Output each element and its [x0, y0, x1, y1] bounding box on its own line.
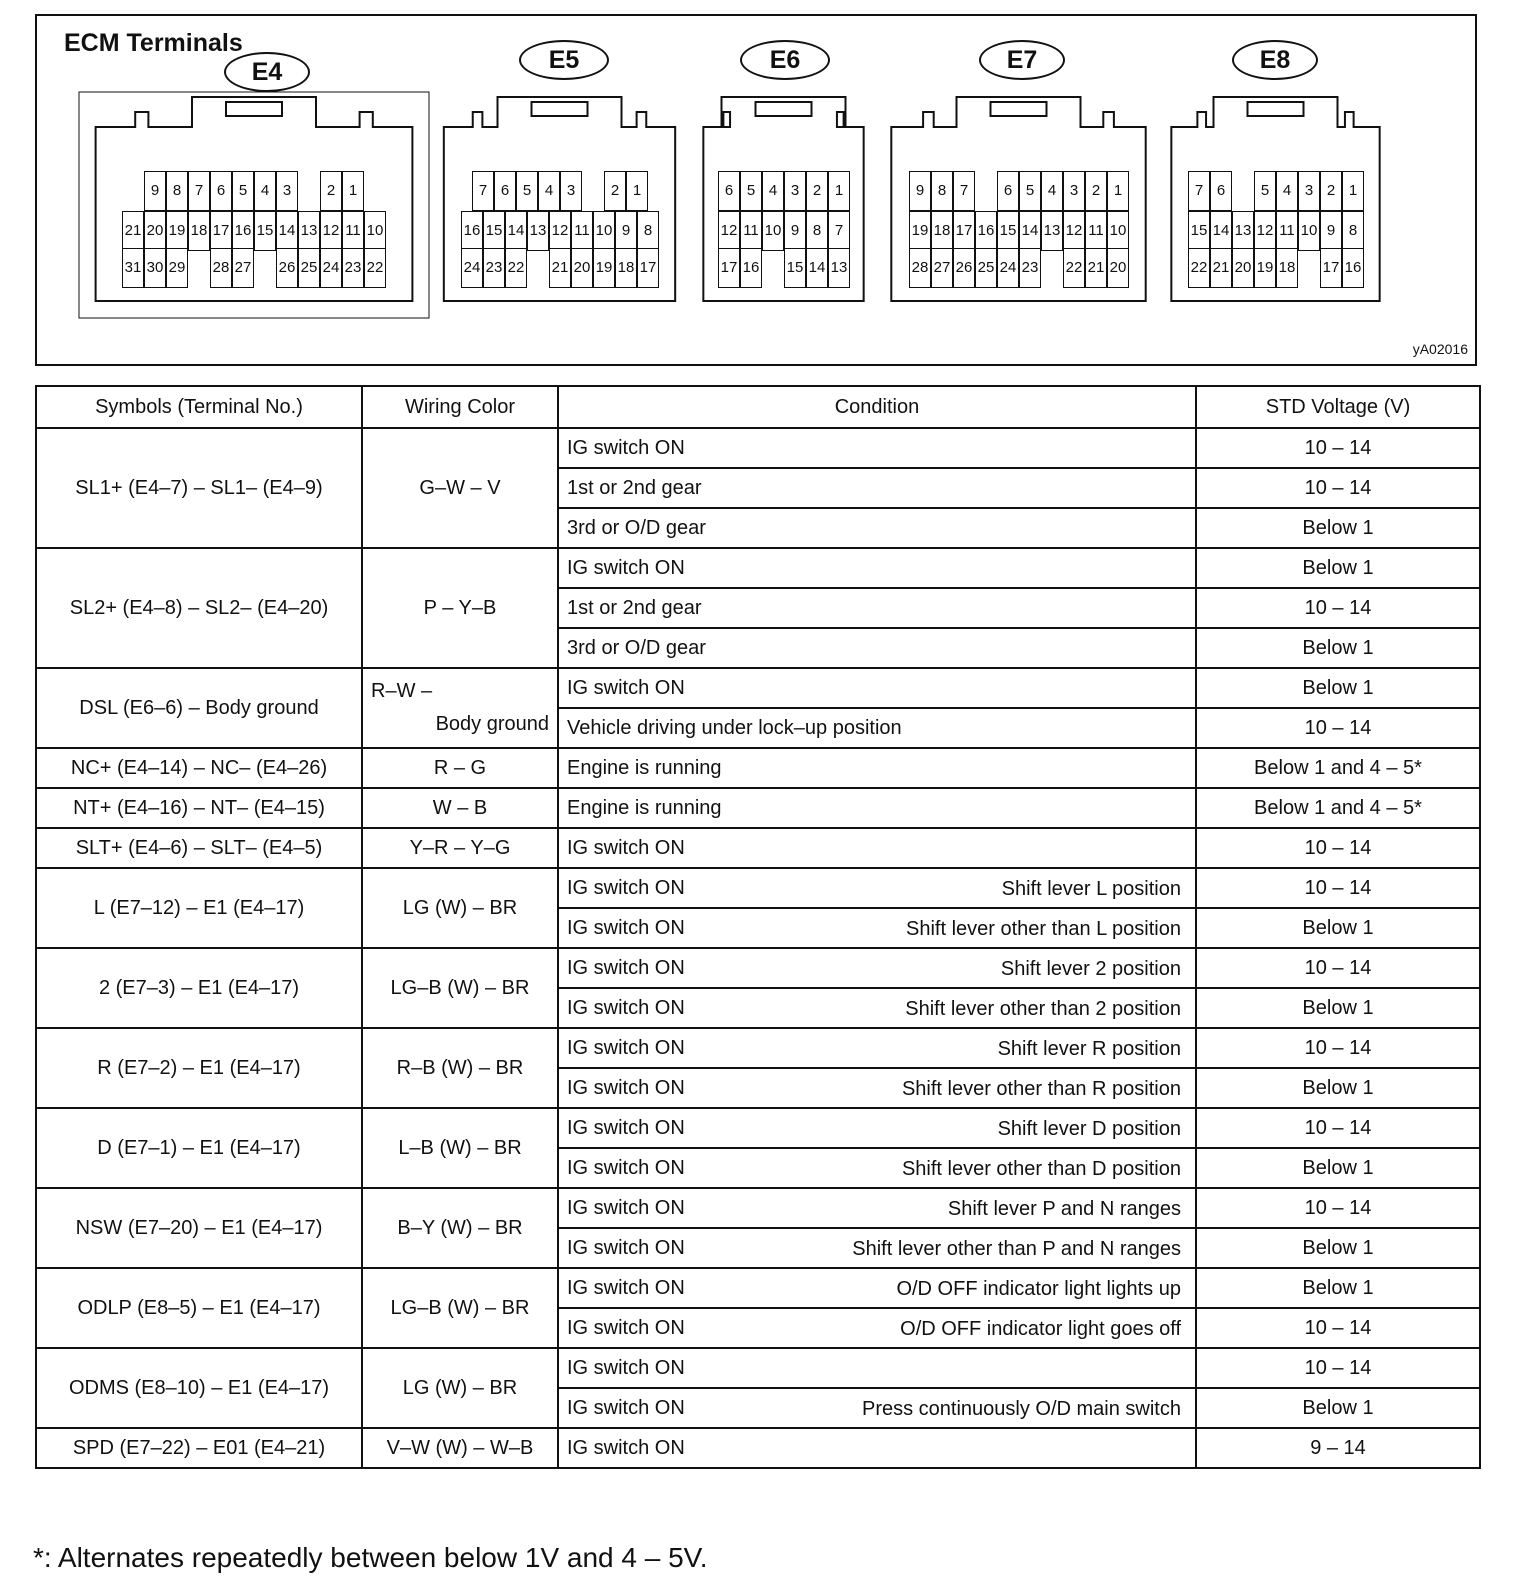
terminal-pin: 20	[1232, 248, 1254, 288]
terminal-pin: 20	[571, 248, 593, 288]
terminal-pin: 15	[997, 211, 1019, 251]
terminal-pin: 3	[784, 171, 806, 211]
condition-cell	[558, 1308, 1196, 1348]
terminal-pin: 21	[122, 211, 144, 251]
diagram-title: ECM Terminals	[64, 29, 243, 57]
condition-cell	[558, 948, 1196, 988]
std-voltage-cell: 10 – 14	[1196, 588, 1480, 628]
terminal-symbol-cell: ODMS (E8–10) – E1 (E4–17)	[36, 1348, 362, 1428]
connector-latch	[991, 102, 1047, 116]
condition-cell	[558, 508, 1196, 548]
terminal-pin: 18	[188, 211, 210, 251]
condition-text: IG switch ON	[567, 1356, 685, 1379]
condition-text: 3rd or O/D gear	[567, 636, 706, 659]
header-symbols: Symbols (Terminal No.)	[36, 386, 362, 428]
terminal-pin: 4	[254, 171, 276, 211]
terminal-pin: 7	[188, 171, 210, 211]
terminal-symbol-cell: L (E7–12) – E1 (E4–17)	[36, 868, 362, 948]
terminal-pin: 15	[1188, 211, 1210, 251]
terminal-pin: 22	[1188, 248, 1210, 288]
terminal-pin: 10	[364, 211, 386, 251]
wiring-color-cell: B–Y (W) – BR	[362, 1188, 558, 1268]
terminal-pin: 8	[1342, 211, 1364, 251]
std-voltage-cell: Below 1	[1196, 508, 1480, 548]
connector-label-e5: E5	[519, 40, 609, 80]
terminal-pin: 13	[1041, 211, 1063, 251]
terminal-pin: 25	[975, 248, 997, 288]
terminal-pin: 14	[276, 211, 298, 251]
std-voltage-cell: 10 – 14	[1196, 468, 1480, 508]
terminal-pin: 1	[1107, 171, 1129, 211]
terminal-pin: 21	[1085, 248, 1107, 288]
condition-cell	[558, 1268, 1196, 1308]
terminal-pin: 27	[232, 248, 254, 288]
std-voltage-cell: Below 1	[1196, 988, 1480, 1028]
std-voltage-cell: Below 1	[1196, 1268, 1480, 1308]
terminal-pin: 22	[364, 248, 386, 288]
terminal-pin: 19	[593, 248, 615, 288]
connector-latch	[756, 102, 812, 116]
condition-detail: Shift lever other than 2 position	[905, 998, 1181, 1020]
terminal-pin: 12	[718, 211, 740, 251]
terminal-pin: 15	[483, 211, 505, 251]
std-voltage-cell: Below 1	[1196, 1228, 1480, 1268]
terminal-pin: 10	[1107, 211, 1129, 251]
std-voltage-cell: Below 1	[1196, 1068, 1480, 1108]
condition-cell	[558, 788, 1196, 828]
condition-detail: Shift lever D position	[997, 1118, 1181, 1140]
terminal-pin: 18	[1276, 248, 1298, 288]
condition-text: IG switch ON	[567, 1396, 685, 1419]
terminal-pin: 24	[320, 248, 342, 288]
terminal-pin: 3	[1298, 171, 1320, 211]
terminal-pin: 31	[122, 248, 144, 288]
wiring-color-cell: LG (W) – BR	[362, 868, 558, 948]
terminal-pin: 17	[718, 248, 740, 288]
condition-cell	[558, 1108, 1196, 1148]
wiring-color-cell: R – G	[362, 748, 558, 788]
figure-id: yA02016	[1412, 341, 1468, 357]
table-row	[36, 1028, 1480, 1068]
std-voltage-cell: 10 – 14	[1196, 708, 1480, 748]
terminal-pin: 14	[505, 211, 527, 251]
terminal-pin: 8	[166, 171, 188, 211]
connector-label-e8: E8	[1232, 40, 1318, 80]
condition-cell	[558, 868, 1196, 908]
condition-cell	[558, 748, 1196, 788]
table-row	[36, 548, 1480, 588]
std-voltage-cell: 10 – 14	[1196, 1028, 1480, 1068]
terminal-pin: 25	[298, 248, 320, 288]
std-voltage-cell: Below 1 and 4 – 5*	[1196, 748, 1480, 788]
terminal-pin: 7	[472, 171, 494, 211]
terminal-pin: 6	[997, 171, 1019, 211]
terminal-pin: 12	[320, 211, 342, 251]
terminal-symbol-cell: SLT+ (E4–6) – SLT– (E4–5)	[36, 828, 362, 868]
header-std-voltage: STD Voltage (V)	[1196, 386, 1480, 428]
terminal-symbol-cell: 2 (E7–3) – E1 (E4–17)	[36, 948, 362, 1028]
wiring-color-cell: L–B (W) – BR	[362, 1108, 558, 1188]
condition-detail: Press continuously O/D main switch	[861, 1398, 1181, 1420]
condition-text: IG switch ON	[567, 1116, 685, 1139]
connector-label-e4: E4	[224, 52, 310, 92]
std-voltage-cell: 9 – 14	[1196, 1428, 1480, 1468]
terminal-symbol-cell: NC+ (E4–14) – NC– (E4–26)	[36, 748, 362, 788]
terminal-pin: 10	[1298, 211, 1320, 251]
condition-detail: Shift lever other than L position	[906, 918, 1181, 940]
terminal-pin: 8	[637, 211, 659, 251]
table-row	[36, 948, 1480, 988]
condition-text: IG switch ON	[567, 556, 685, 579]
terminal-pin: 23	[483, 248, 505, 288]
wiring-color-line-2: Body ground	[435, 713, 549, 735]
terminal-pin: 24	[461, 248, 483, 288]
terminal-pin: 4	[1276, 171, 1298, 211]
terminal-pin: 13	[527, 211, 549, 251]
condition-detail: Shift lever R position	[997, 1038, 1181, 1060]
terminal-pin: 9	[784, 211, 806, 251]
condition-detail: Shift lever L position	[1001, 878, 1181, 900]
terminal-pin: 22	[1063, 248, 1085, 288]
connector-latch	[226, 102, 282, 116]
wiring-color-cell: P – Y–B	[362, 548, 558, 668]
terminal-pin: 6	[1210, 171, 1232, 211]
terminal-pin: 23	[342, 248, 364, 288]
condition-text: IG switch ON	[567, 996, 685, 1019]
condition-text: IG switch ON	[567, 1276, 685, 1299]
condition-cell	[558, 1428, 1196, 1468]
terminal-pin: 16	[1342, 248, 1364, 288]
terminal-pin: 2	[1320, 171, 1342, 211]
terminal-pin: 14	[1210, 211, 1232, 251]
condition-cell	[558, 668, 1196, 708]
condition-cell	[558, 908, 1196, 948]
connector-latch	[1248, 102, 1304, 116]
terminal-pin: 30	[144, 248, 166, 288]
table-row	[36, 428, 1480, 468]
condition-cell	[558, 1388, 1196, 1428]
condition-text: IG switch ON	[567, 1036, 685, 1059]
terminal-pin: 11	[342, 211, 364, 251]
condition-text: Engine is running	[567, 796, 722, 819]
std-voltage-cell: Below 1	[1196, 628, 1480, 668]
terminal-symbol-cell: ODLP (E8–5) – E1 (E4–17)	[36, 1268, 362, 1348]
condition-text: IG switch ON	[567, 1316, 685, 1339]
condition-text: IG switch ON	[567, 1236, 685, 1259]
condition-cell	[558, 548, 1196, 588]
terminal-pin: 18	[615, 248, 637, 288]
header-condition: Condition	[558, 386, 1196, 428]
std-voltage-cell: 10 – 14	[1196, 428, 1480, 468]
std-voltage-cell: Below 1	[1196, 1388, 1480, 1428]
terminal-pin: 5	[1254, 171, 1276, 211]
terminal-pin: 29	[166, 248, 188, 288]
condition-detail: Shift lever other than R position	[901, 1078, 1181, 1100]
terminal-pin: 14	[1019, 211, 1041, 251]
condition-detail: Shift lever other than D position	[901, 1158, 1181, 1180]
terminal-symbol-cell: SPD (E7–22) – E01 (E4–21)	[36, 1428, 362, 1468]
header-wiring-color: Wiring Color	[362, 386, 558, 428]
table-row	[36, 1348, 1480, 1388]
condition-detail: O/D OFF indicator light goes off	[900, 1318, 1181, 1340]
terminal-pin: 2	[320, 171, 342, 211]
terminal-pin: 20	[144, 211, 166, 251]
terminal-pin: 7	[953, 171, 975, 211]
std-voltage-cell: 10 – 14	[1196, 1108, 1480, 1148]
condition-text: 3rd or O/D gear	[567, 516, 706, 539]
terminal-pin: 9	[1320, 211, 1342, 251]
terminal-pin: 2	[806, 171, 828, 211]
terminal-symbol-cell: NT+ (E4–16) – NT– (E4–15)	[36, 788, 362, 828]
wiring-color-cell: LG (W) – BR	[362, 1348, 558, 1428]
terminal-pin: 5	[1019, 171, 1041, 211]
terminal-pin: 16	[975, 211, 997, 251]
terminal-pin: 28	[210, 248, 232, 288]
condition-detail: Shift lever P and N ranges	[947, 1198, 1181, 1220]
terminal-pin: 16	[740, 248, 762, 288]
terminal-pin: 10	[762, 211, 784, 251]
condition-detail: Shift lever other than P and N ranges	[852, 1238, 1181, 1260]
terminal-pin: 16	[461, 211, 483, 251]
condition-text: IG switch ON	[567, 916, 685, 939]
terminal-pin: 3	[560, 171, 582, 211]
condition-cell	[558, 1348, 1196, 1388]
condition-text: IG switch ON	[567, 876, 685, 899]
terminal-pin: 13	[828, 248, 850, 288]
std-voltage-cell: Below 1	[1196, 1148, 1480, 1188]
wiring-color-cell: W – B	[362, 788, 558, 828]
table-row	[36, 1428, 1480, 1468]
terminal-symbol-cell: D (E7–1) – E1 (E4–17)	[36, 1108, 362, 1188]
condition-cell	[558, 1148, 1196, 1188]
terminal-pin: 12	[1254, 211, 1276, 251]
terminal-pin: 19	[1254, 248, 1276, 288]
terminal-pin: 7	[1188, 171, 1210, 211]
condition-text: 1st or 2nd gear	[567, 596, 702, 619]
std-voltage-cell: Below 1	[1196, 548, 1480, 588]
condition-text: Engine is running	[567, 756, 722, 779]
terminal-pin: 17	[210, 211, 232, 251]
terminal-symbol-cell: R (E7–2) – E1 (E4–17)	[36, 1028, 362, 1108]
terminal-pin: 11	[1276, 211, 1298, 251]
wiring-color-cell: R–B (W) – BR	[362, 1028, 558, 1108]
terminal-pin: 1	[828, 171, 850, 211]
terminal-pin: 4	[1041, 171, 1063, 211]
std-voltage-cell: Below 1	[1196, 668, 1480, 708]
connector-label-e7: E7	[979, 40, 1065, 80]
terminal-pin: 12	[549, 211, 571, 251]
terminal-pin: 3	[276, 171, 298, 211]
terminal-pin: 5	[740, 171, 762, 211]
terminal-pin: 1	[342, 171, 364, 211]
std-voltage-cell: 10 – 14	[1196, 868, 1480, 908]
table-body	[36, 428, 1480, 1468]
terminal-pin: 20	[1107, 248, 1129, 288]
terminal-pin: 3	[1063, 171, 1085, 211]
std-voltage-cell: Below 1	[1196, 908, 1480, 948]
condition-cell	[558, 988, 1196, 1028]
terminal-voltage-table	[35, 385, 1481, 1469]
terminal-pin: 26	[276, 248, 298, 288]
terminal-pin: 10	[593, 211, 615, 251]
terminal-pin: 18	[931, 211, 953, 251]
wiring-color-cell: LG–B (W) – BR	[362, 948, 558, 1028]
table-row	[36, 668, 1480, 708]
terminal-symbol-cell: SL1+ (E4–7) – SL1– (E4–9)	[36, 428, 362, 548]
std-voltage-cell: 10 – 14	[1196, 828, 1480, 868]
terminal-pin: 6	[494, 171, 516, 211]
terminal-pin: 26	[953, 248, 975, 288]
condition-text: IG switch ON	[567, 956, 685, 979]
condition-text: IG switch ON	[567, 1436, 685, 1459]
table-row	[36, 748, 1480, 788]
condition-text: IG switch ON	[567, 836, 685, 859]
terminal-pin: 15	[254, 211, 276, 251]
condition-cell	[558, 628, 1196, 668]
table-header-row	[36, 386, 1480, 428]
terminal-pin: 17	[1320, 248, 1342, 288]
terminal-pin: 7	[828, 211, 850, 251]
wiring-color-cell	[362, 668, 558, 748]
std-voltage-cell: 10 – 14	[1196, 1308, 1480, 1348]
terminal-pin: 11	[740, 211, 762, 251]
condition-detail: O/D OFF indicator light lights up	[896, 1278, 1181, 1300]
condition-cell	[558, 708, 1196, 748]
condition-cell	[558, 828, 1196, 868]
condition-cell	[558, 1068, 1196, 1108]
terminal-symbol-cell: NSW (E7–20) – E1 (E4–17)	[36, 1188, 362, 1268]
terminal-pin: 15	[784, 248, 806, 288]
wiring-color-line-1: R–W –	[371, 680, 433, 702]
terminal-pin: 8	[806, 211, 828, 251]
connector-label-e6: E6	[740, 40, 830, 80]
terminal-pin: 24	[997, 248, 1019, 288]
condition-cell	[558, 468, 1196, 508]
terminal-pin: 21	[549, 248, 571, 288]
terminal-pin: 5	[516, 171, 538, 211]
terminal-pin: 21	[1210, 248, 1232, 288]
footnote: *: Alternates repeatedly between below 1V and 4 – 5V.	[33, 1542, 708, 1573]
terminal-pin: 11	[1085, 211, 1107, 251]
condition-cell	[558, 588, 1196, 628]
terminal-symbol-cell: DSL (E6–6) – Body ground	[36, 668, 362, 748]
terminal-pin: 9	[615, 211, 637, 251]
connector-latch	[532, 102, 588, 116]
table-row	[36, 868, 1480, 908]
terminal-pin: 9	[144, 171, 166, 211]
terminal-pin: 27	[931, 248, 953, 288]
terminal-pin: 8	[931, 171, 953, 211]
terminal-pin: 6	[718, 171, 740, 211]
wiring-color-cell: V–W (W) – W–B	[362, 1428, 558, 1468]
terminal-pin: 9	[909, 171, 931, 211]
std-voltage-cell: 10 – 14	[1196, 948, 1480, 988]
terminal-pin: 14	[806, 248, 828, 288]
table-row	[36, 788, 1480, 828]
terminal-pin: 1	[1342, 171, 1364, 211]
condition-text: Vehicle driving under lock–up position	[567, 716, 902, 739]
condition-cell	[558, 1028, 1196, 1068]
terminal-pin: 5	[232, 171, 254, 211]
terminal-pin: 12	[1063, 211, 1085, 251]
terminal-pin: 19	[166, 211, 188, 251]
terminal-pin: 4	[762, 171, 784, 211]
table-row	[36, 1268, 1480, 1308]
terminal-pin: 2	[1085, 171, 1107, 211]
condition-cell	[558, 428, 1196, 468]
condition-text: 1st or 2nd gear	[567, 476, 702, 499]
terminal-pin: 11	[571, 211, 593, 251]
terminal-pin: 22	[505, 248, 527, 288]
condition-text: IG switch ON	[567, 436, 685, 459]
std-voltage-cell: 10 – 14	[1196, 1188, 1480, 1228]
terminal-pin: 16	[232, 211, 254, 251]
condition-detail: Shift lever 2 position	[1000, 958, 1181, 980]
wiring-color-cell: G–W – V	[362, 428, 558, 548]
terminal-pin: 17	[637, 248, 659, 288]
std-voltage-cell: 10 – 14	[1196, 1348, 1480, 1388]
condition-text: IG switch ON	[567, 1076, 685, 1099]
terminal-pin: 4	[538, 171, 560, 211]
terminal-pin: 6	[210, 171, 232, 211]
terminal-pin: 17	[953, 211, 975, 251]
table-row	[36, 1188, 1480, 1228]
wiring-color-cell: LG–B (W) – BR	[362, 1268, 558, 1348]
terminal-pin: 19	[909, 211, 931, 251]
condition-text: IG switch ON	[567, 1156, 685, 1179]
condition-cell	[558, 1228, 1196, 1268]
terminal-pin: 2	[604, 171, 626, 211]
wiring-color-cell: Y–R – Y–G	[362, 828, 558, 868]
table-row	[36, 1108, 1480, 1148]
condition-text: IG switch ON	[567, 676, 685, 699]
std-voltage-cell: Below 1 and 4 – 5*	[1196, 788, 1480, 828]
terminal-pin: 23	[1019, 248, 1041, 288]
terminal-symbol-cell: SL2+ (E4–8) – SL2– (E4–20)	[36, 548, 362, 668]
ecm-terminals-diagram	[35, 14, 1477, 366]
table-row	[36, 828, 1480, 868]
terminal-pin: 1	[626, 171, 648, 211]
terminal-pin: 13	[298, 211, 320, 251]
terminal-pin: 13	[1232, 211, 1254, 251]
condition-cell	[558, 1188, 1196, 1228]
terminal-pin: 28	[909, 248, 931, 288]
condition-text: IG switch ON	[567, 1196, 685, 1219]
